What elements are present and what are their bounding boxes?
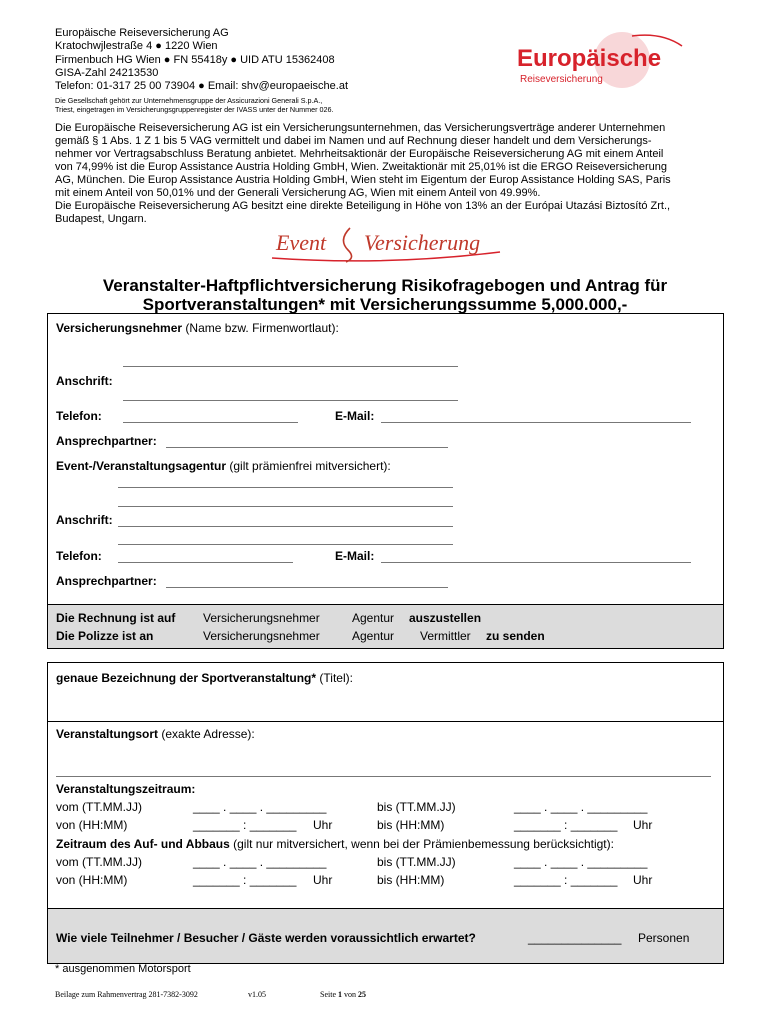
agentur-telefon-label: Telefon: <box>56 549 102 563</box>
agentur-name-field-2[interactable] <box>118 506 453 507</box>
form-title: Veranstalter-Haftpflichtversicherung Risikofragebogen und Antrag für Sportveranstaltungen* mit Versicherungssumme 5,000.000,- <box>102 276 668 314</box>
bis-date-label: bis (TT.MM.JJ) <box>377 800 456 814</box>
footnote-motorsport: * ausgenommen Motorsport <box>55 963 191 975</box>
von-time-field[interactable]: _______ : _______ <box>193 818 297 832</box>
event-logo-left: Event <box>276 230 327 255</box>
event-versicherung-logo <box>268 222 504 266</box>
company-contact: Telefon: 01-317 25 00 73904 ● Email: shv@europaeische.at <box>55 80 348 93</box>
footer-version: v1.05 <box>248 990 266 999</box>
aufabbau-bis-date-field[interactable]: ____ . ____ . _________ <box>514 855 648 869</box>
rechnung-option-vn[interactable]: Versicherungsnehmer <box>203 611 320 625</box>
ansprechpartner-field[interactable] <box>166 447 448 448</box>
telefon-field[interactable] <box>123 422 298 423</box>
aufabbau-von-label: von (HH:MM) <box>56 873 128 887</box>
anschrift-field[interactable] <box>123 400 458 401</box>
rechnung-label: Die Rechnung ist auf <box>56 611 176 625</box>
aufabbau-bis-uhr: Uhr <box>633 873 653 887</box>
footer-page-indicator: Seite 1 von 25 <box>320 990 366 999</box>
ort-label-group: Veranstaltungsort (exakte Adresse): <box>56 727 255 741</box>
event-logo-right: Versicherung <box>364 230 481 255</box>
intro-paragraph: Die Europäische Reiseversicherung AG ist ein Versicherungsunternehmen, das Versicherungsverträge anderer Unternehmen gemäß § 1 Abs. 1 Z 1 bis 5 VAG vermittelt und dabei im Namen und auf Rechnung dieser handelt und dem Versicherungs- nehmer vor Vertragsabschluss Beratung anbietet. Mehrheitsaktionär der Europäische Reiseversicherung AG mit einem Anteil von 74,99% ist die Europ Assistance Austria Holding GmbH, Wien. Zweitaktionär mit 25,01% ist die ERGO Reiseversicherung AG, München. Die Europ Assistance Austria Holding GmbH, Wien steht im Eigentum der Europ Assistance Holding SAS, Paris mit einem Anteil von 50,01% und der Generali Versicherung AG, Wien mit einem Anteil von 49.99%. Die Europäische Reiseversicherung AG besitzt eine direkte Beteiligung in Höhe von 13% an der Európai Utazási Biztosító Zrt., Budapest, Ungarn. <box>55 122 671 225</box>
company-group-note: Die Gesellschaft gehört zur Unternehmensgruppe der Assicurazioni Generali S.p.A., Triest, eingetragen im Versicherungsgruppenregister der IVASS unter der Nummer 026. <box>55 96 334 115</box>
email-field[interactable] <box>381 422 691 423</box>
polizze-option-vermittler[interactable]: Vermittler <box>420 629 471 643</box>
agentur-email-label: E-Mail: <box>335 549 375 563</box>
agentur-anschrift-field-2[interactable] <box>118 544 453 545</box>
aufabbau-von-uhr: Uhr <box>313 873 333 887</box>
bis-time-label: bis (HH:MM) <box>377 818 445 832</box>
bis-time-field[interactable]: _______ : _______ <box>514 818 618 832</box>
agentur-anschrift-field-1[interactable] <box>118 526 453 527</box>
email-label: E-Mail: <box>335 409 375 423</box>
vn-label-group: Versicherungsnehmer (Name bzw. Firmenwortlaut): <box>56 321 339 335</box>
company-name: Europäische Reiseversicherung AG <box>55 27 229 39</box>
participants-band <box>48 908 723 963</box>
aufabbau-vom-label: vom (TT.MM.JJ) <box>56 855 142 869</box>
agentur-ansprechpartner-label: Ansprechpartner: <box>56 574 157 588</box>
policyholder-section <box>47 313 724 649</box>
footer-beilage: Beilage zum Rahmenvertrag 281-7382-3092 <box>55 990 198 999</box>
treble-clef-icon <box>343 228 351 262</box>
logo-wordmark: Europäische <box>517 45 662 72</box>
company-gisa: GISA-Zahl 24213530 <box>55 66 159 79</box>
aufabbau-bis-date-label: bis (TT.MM.JJ) <box>377 855 456 869</box>
participants-question: Wie viele Teilnehmer / Besucher / Gäste werden voraussichtlich erwartet? <box>56 931 476 945</box>
participants-field[interactable]: ______________ <box>528 931 622 945</box>
polizze-option-vn[interactable]: Versicherungsnehmer <box>203 629 320 643</box>
agentur-label-group: Event-/Veranstaltungsagentur (gilt prämienfrei mitversichert): <box>56 459 391 473</box>
company-register: Firmenbuch HG Wien ● FN 55418y ● UID ATU 15362408 <box>55 53 335 66</box>
logo-subtitle: Reiseversicherung <box>520 74 603 85</box>
event-section <box>47 662 724 964</box>
zeitraum-label: Veranstaltungszeitraum: <box>56 782 196 796</box>
company-street: Kratochwjlestraße 4 ● 1220 Wien <box>55 40 218 53</box>
agentur-telefon-field[interactable] <box>118 562 293 563</box>
vn-name-field[interactable] <box>123 366 458 367</box>
auszustellen-label: auszustellen <box>409 611 482 625</box>
polizze-option-agentur[interactable]: Agentur <box>352 629 395 643</box>
ansprechpartner-label: Ansprechpartner: <box>56 434 157 448</box>
telefon-label: Telefon: <box>56 409 102 423</box>
bezeichnung-label-group: genaue Bezeichnung der Sportveranstaltung* (Titel): <box>56 671 353 685</box>
company-address-block <box>55 27 348 114</box>
bis-uhr-label: Uhr <box>633 818 653 832</box>
aufabbau-bis-time-label: bis (HH:MM) <box>377 873 445 887</box>
europaeische-logo <box>512 30 722 90</box>
bezeichnung-divider <box>48 721 723 722</box>
aufabbau-label-group: Zeitraum des Auf- und Abbaus (gilt nur mitversichert, wenn bei der Prämienbemessung berücksichtigt): <box>56 837 614 851</box>
rechnung-option-agentur[interactable]: Agentur <box>352 611 395 625</box>
von-uhr-label: Uhr <box>313 818 333 832</box>
ort-field[interactable] <box>56 776 711 777</box>
billing-band <box>48 604 723 648</box>
personen-unit: Personen <box>638 931 690 945</box>
vom-date-label: vom (TT.MM.JJ) <box>56 800 142 814</box>
von-time-label: von (HH:MM) <box>56 818 128 832</box>
aufabbau-von-field[interactable]: _______ : _______ <box>193 873 297 887</box>
polizze-label: Die Polizze ist an <box>56 629 154 643</box>
aufabbau-vom-field[interactable]: ____ . ____ . _________ <box>193 855 327 869</box>
vom-date-field[interactable]: ____ . ____ . _________ <box>193 800 327 814</box>
zusenden-label: zu senden <box>486 629 545 643</box>
agentur-anschrift-label: Anschrift: <box>56 513 113 527</box>
anschrift-label: Anschrift: <box>56 374 113 388</box>
agentur-ansprechpartner-field[interactable] <box>166 587 448 588</box>
agentur-email-field[interactable] <box>381 562 691 563</box>
agentur-name-field-1[interactable] <box>118 487 453 488</box>
aufabbau-bis-time-field[interactable]: _______ : _______ <box>514 873 618 887</box>
bis-date-field[interactable]: ____ . ____ . _________ <box>514 800 648 814</box>
